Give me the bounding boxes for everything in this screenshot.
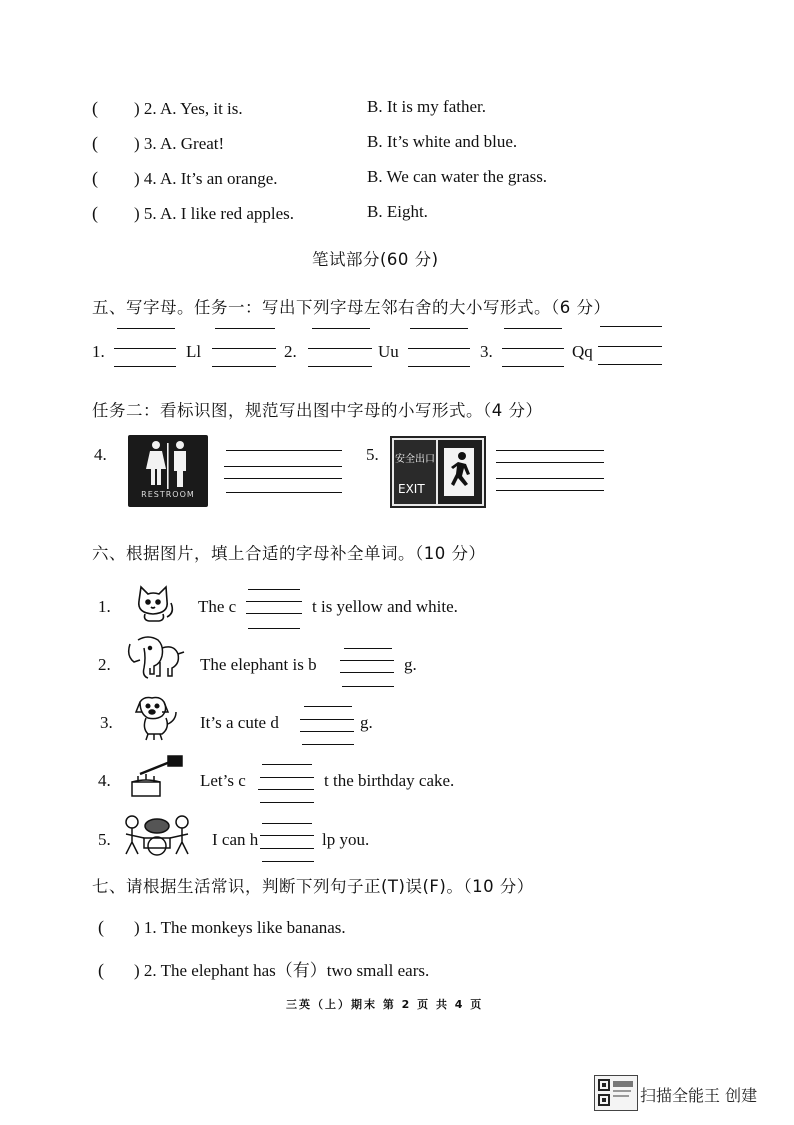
upper-line: [215, 328, 275, 329]
writing-line: [258, 789, 314, 790]
writing-line: [300, 719, 354, 720]
base-line: [408, 366, 470, 367]
writing-line: [496, 462, 604, 463]
item-number: 2.: [98, 655, 111, 674]
scanner-watermark: 扫描全能王 创建: [640, 1086, 758, 1105]
mid-line: [212, 348, 276, 349]
question-2-b: B. It is my father.: [367, 97, 486, 116]
base-line: [502, 366, 564, 367]
item-number: 3.: [100, 713, 113, 732]
answer-paren: (: [92, 133, 98, 153]
exit-sign-chinese: 安全出口: [395, 454, 435, 465]
qr-code-icon: [595, 1076, 637, 1110]
writing-line: [226, 450, 342, 451]
writing-line: [246, 601, 302, 602]
mid-line: [114, 348, 176, 349]
writing-line: [260, 777, 314, 778]
writing-line: [496, 450, 604, 451]
exit-sign-label: EXIT: [398, 482, 425, 496]
answer-paren: (: [92, 168, 98, 188]
item-number: 1.: [92, 342, 105, 361]
writing-line: [496, 490, 604, 491]
restroom-sign-label: RESTROOM: [141, 490, 195, 499]
sentence-after: t is yellow and white.: [312, 597, 458, 616]
writing-line: [248, 589, 300, 590]
sentence-after: g.: [404, 655, 417, 674]
exit-sign-image: [390, 436, 486, 508]
item-number: 4.: [98, 771, 111, 790]
writing-line: [304, 706, 352, 707]
sentence-after: lp you.: [322, 830, 370, 849]
sentence-after: t the birthday cake.: [324, 771, 455, 790]
mid-line: [408, 348, 470, 349]
answer-paren: (: [92, 203, 98, 223]
answer-paren: (: [92, 98, 98, 118]
given-letter: Ll: [186, 342, 202, 361]
helping-kids-icon: [120, 812, 194, 862]
writing-line: [342, 686, 394, 687]
given-letter: Qq: [572, 342, 593, 361]
question-3-a: ) 3. A. Great!: [134, 134, 225, 153]
base-line: [598, 364, 662, 365]
writing-line: [344, 648, 392, 649]
section-7-title: 七、请根据生活常识，判断下列句子正(T)误(F)。（10 分）: [92, 877, 534, 896]
cake-cutting-icon: [126, 752, 184, 800]
section-5-title: 五、写字母。任务一：写出下列字母左邻右舍的大小写形式。（6 分）: [92, 298, 611, 317]
given-letter: Uu: [378, 342, 399, 361]
question-5-b: B. Eight.: [367, 202, 428, 221]
writing-line: [226, 492, 342, 493]
question-3-b: B. It’s white and blue.: [367, 132, 518, 151]
page-footer: 三英（上）期末 第 2 页 共 4 页: [286, 998, 484, 1011]
mid-line: [308, 348, 372, 349]
question-5-a: ) 5. A. I like red apples.: [134, 204, 295, 223]
question-4-a: ) 4. A. It’s an orange.: [134, 169, 278, 188]
elephant-icon: [124, 634, 186, 680]
mid-line: [598, 346, 662, 347]
writing-line: [300, 731, 354, 732]
writing-line: [302, 744, 354, 745]
writing-line: [248, 628, 300, 629]
base-line: [212, 366, 276, 367]
item-number: 1.: [98, 597, 111, 616]
item-number: 5.: [98, 830, 111, 849]
writing-line: [262, 764, 312, 765]
restroom-sign-image: [128, 435, 208, 507]
sentence-before: Let’s c: [200, 771, 246, 790]
sentence-before: I can h: [212, 830, 259, 849]
upper-line: [312, 328, 370, 329]
mid-line: [502, 348, 564, 349]
sentence-after: g.: [360, 713, 373, 732]
sentence-before: The elephant is b: [200, 655, 317, 674]
upper-line: [117, 328, 175, 329]
writing-line: [260, 848, 314, 849]
writing-line: [340, 660, 394, 661]
base-line: [114, 366, 176, 367]
judge-item-1: ) 1. The monkeys like bananas.: [134, 918, 346, 937]
writing-line: [224, 466, 342, 467]
scanner-logo: [594, 1075, 638, 1111]
writing-line: [496, 478, 604, 479]
upper-line: [504, 328, 562, 329]
upper-line: [410, 328, 468, 329]
answer-paren: (: [98, 917, 104, 937]
item-number: 2.: [284, 342, 297, 361]
writing-line: [260, 835, 314, 836]
writing-line: [260, 802, 314, 803]
writing-line: [340, 672, 394, 673]
item-number: 5.: [366, 445, 379, 464]
base-line: [308, 366, 372, 367]
written-part-title: 笔试部分(60 分): [312, 250, 439, 269]
writing-line: [262, 861, 314, 862]
writing-line: [262, 823, 312, 824]
item-number: 4.: [94, 445, 107, 464]
task-2-title: 任务二：看标识图，规范写出图中字母的小写形式。（4 分）: [92, 401, 543, 420]
section-6-title: 六、根据图片，填上合适的字母补全单词。（10 分）: [92, 544, 486, 563]
judge-item-2: ) 2. The elephant has（有）two small ears.: [134, 961, 430, 980]
upper-line: [600, 326, 662, 327]
sentence-before: It’s a cute d: [200, 713, 279, 732]
dog-icon: [130, 694, 180, 742]
question-4-b: B. We can water the grass.: [367, 167, 548, 186]
writing-line: [246, 613, 302, 614]
answer-paren: (: [98, 960, 104, 980]
question-2-a: ) 2. A. Yes, it is.: [134, 99, 243, 118]
cat-icon: [133, 583, 177, 623]
writing-line: [224, 478, 342, 479]
sentence-before: The c: [198, 597, 237, 616]
running-man-icon: [438, 440, 482, 504]
item-number: 3.: [480, 342, 493, 361]
